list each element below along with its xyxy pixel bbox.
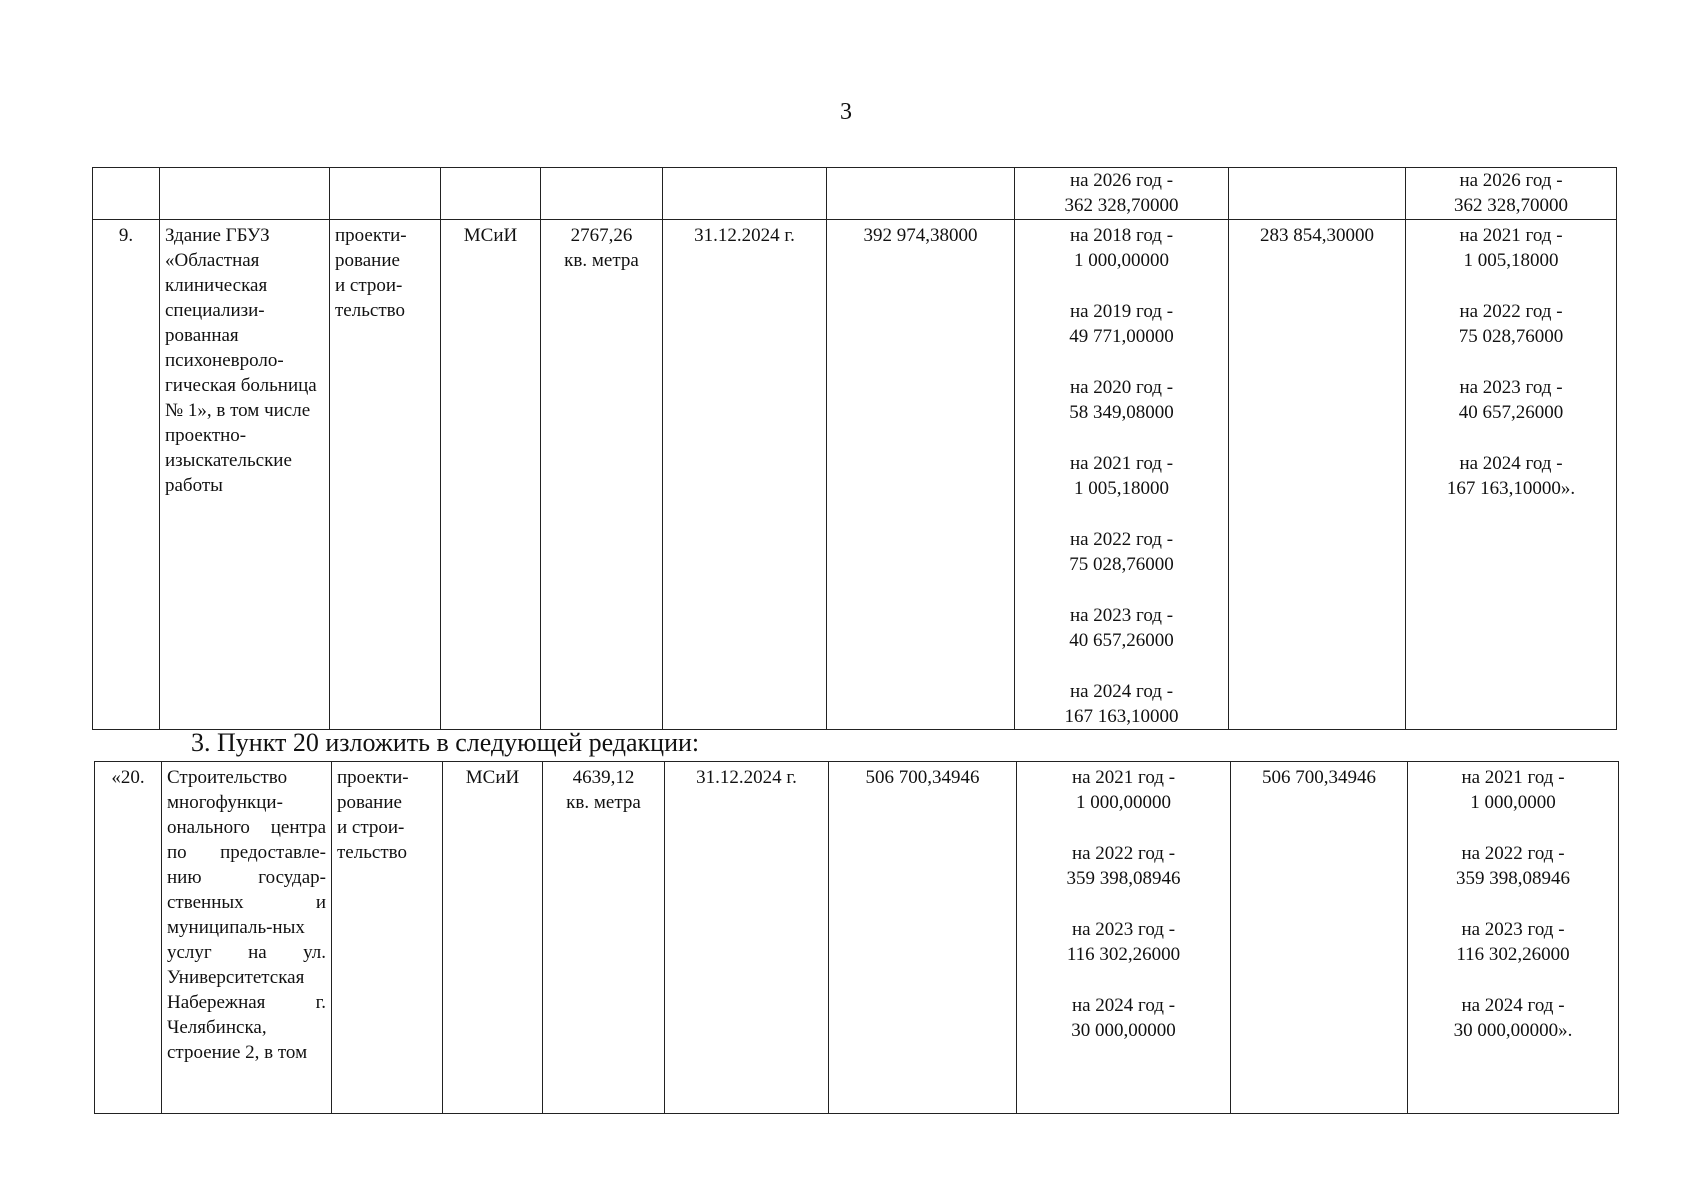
financing-entry: на 2021 год - 1 000,0000 (1461, 767, 1565, 813)
customer: МСиИ (443, 762, 543, 1114)
deadline: 31.12.2024 г. (665, 762, 829, 1114)
row-number: 9. (93, 220, 160, 730)
financing-entry: на 2023 год - 116 302,26000 (1456, 919, 1570, 965)
financing-entry: на 2023 год - 116 302,26000 (1066, 919, 1181, 965)
financing-entry: на 2022 год - 359 398,08946 (1456, 843, 1570, 889)
objects-table-item-20 (94, 761, 1619, 1114)
table-row (93, 220, 1617, 730)
cell-empty (160, 168, 330, 220)
financing-entry: на 2024 год - 30 000,00000 (1071, 995, 1176, 1041)
page-number: 3 (840, 99, 852, 125)
financing-entry: на 2023 год - 40 657,26000 (1069, 605, 1174, 651)
financing-cell (1015, 220, 1229, 730)
remaining-cost: 506 700,34946 (1231, 762, 1408, 1114)
financing-entry: на 2020 год - 58 349,08000 (1069, 377, 1174, 423)
financing-entry: на 2018 год - 1 000,00000 (1069, 225, 1174, 271)
cell-empty (441, 168, 541, 220)
financing-entry: на 2021 год - 1 005,18000 (1459, 225, 1563, 271)
cell-empty (663, 168, 827, 220)
object-name: Здание ГБУЗ «Областная клиническая специализи-рованная психоневроло-гическая больница № 1», в том числе проектно-изыскательские работы (160, 220, 330, 730)
financing-remaining-cell: на 2026 год - 362 328,70000 (1406, 168, 1617, 220)
financing-entry: на 2024 год - 167 163,10000 (1064, 681, 1179, 727)
work-type: проекти- рование и строи- тельство (332, 762, 443, 1114)
section-heading: 3. Пункт 20 изложить в следующей редакции: (191, 728, 700, 757)
financing-cell: на 2026 год - 362 328,70000 (1015, 168, 1229, 220)
total-cost: 506 700,34946 (829, 762, 1017, 1114)
capacity: 2767,26 кв. метра (541, 220, 663, 730)
financing-entry: на 2019 год - 49 771,00000 (1069, 301, 1174, 347)
cell-empty (827, 168, 1015, 220)
financing-entry: на 2023 год - 40 657,26000 (1458, 377, 1564, 423)
financing-entry: на 2024 год - 167 163,10000». (1446, 453, 1576, 499)
cell-empty (1229, 168, 1406, 220)
table-row (95, 762, 1619, 1114)
cell-empty (93, 168, 160, 220)
financing-entry: на 2024 год - 30 000,00000». (1453, 995, 1573, 1041)
deadline: 31.12.2024 г. (663, 220, 827, 730)
cell-empty (541, 168, 663, 220)
cell-empty (330, 168, 441, 220)
financing-entry: на 2021 год - 1 005,18000 (1069, 453, 1174, 499)
total-cost: 392 974,38000 (827, 220, 1015, 730)
row-number: «20. (95, 762, 162, 1114)
objects-table-continued (92, 167, 1617, 730)
financing-cell (1017, 762, 1231, 1114)
financing-entry: на 2022 год - 75 028,76000 (1458, 301, 1564, 347)
financing-entry: на 2021 год - 1 000,00000 (1071, 767, 1176, 813)
financing-entry: на 2022 год - 359 398,08946 (1066, 843, 1181, 889)
remaining-cost: 283 854,30000 (1229, 220, 1406, 730)
work-type: проекти- рование и строи- тельство (330, 220, 441, 730)
continuation-row (93, 168, 1617, 220)
customer: МСиИ (441, 220, 541, 730)
financing-remaining-cell (1408, 762, 1619, 1114)
object-name: Строительство многофункци-онального центра по предоставле-нию государ-ственных и муниципаль-ных услуг на ул. Университетская Набережная г. Челябинска, строение 2, в том (162, 762, 332, 1114)
financing-entry: на 2022 год - 75 028,76000 (1069, 529, 1174, 575)
financing-remaining-cell (1406, 220, 1617, 730)
capacity: 4639,12 кв. метра (543, 762, 665, 1114)
